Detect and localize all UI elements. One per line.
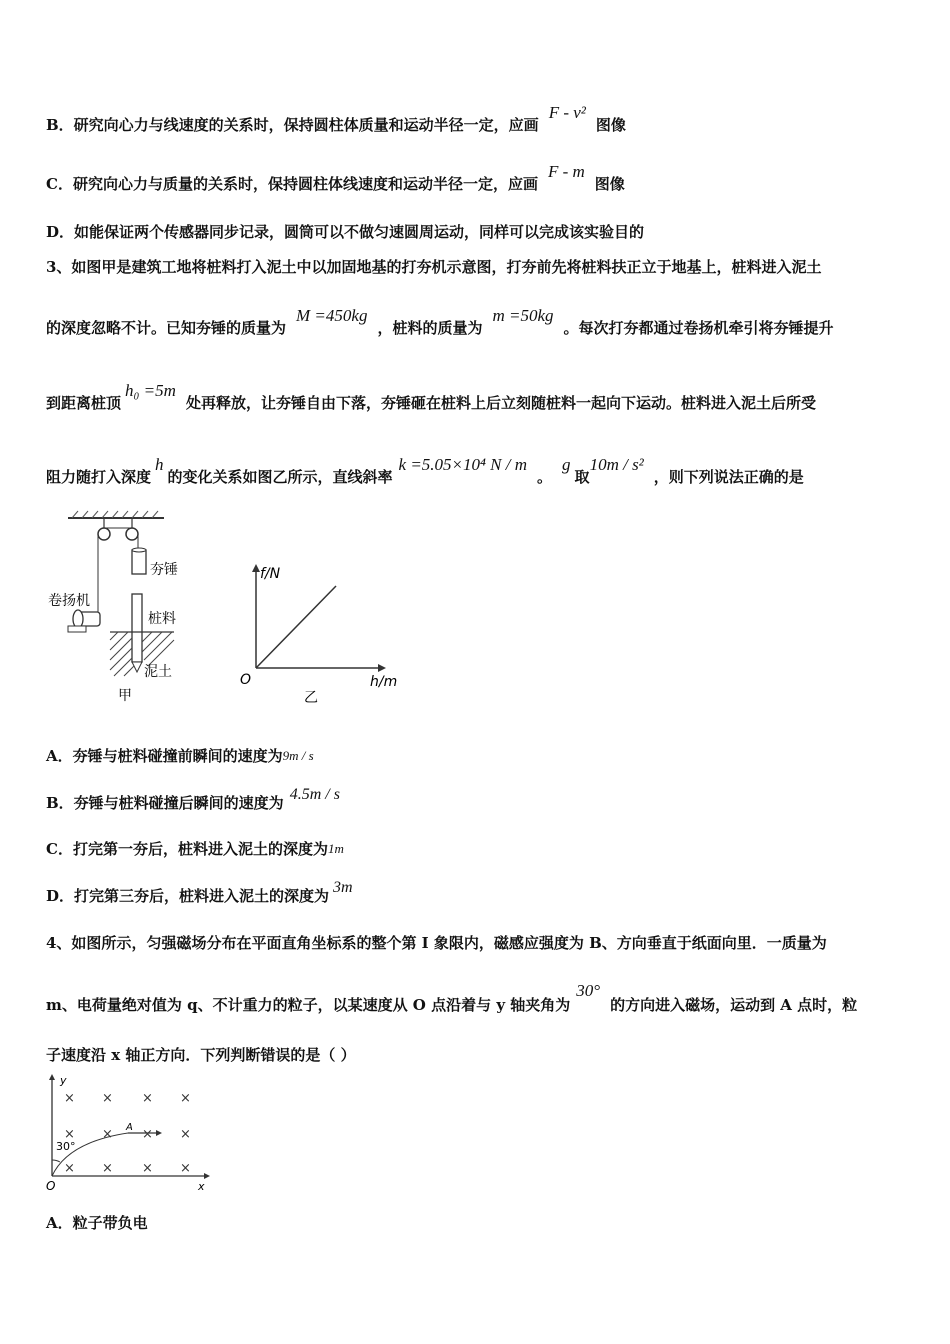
q3-stem-line3: 到距离桩顶h₀ =5m处再释放，让夯锤自由下落，夯锤砸在桩料上后立刻随桩料一起向下运动。桩料进入泥土后所受 [46,381,816,412]
ylabel: f/N [260,566,281,582]
field-mark: × [102,1127,113,1142]
angle-label: 30° [56,1140,76,1153]
point-a-label: A [126,1122,133,1133]
q4-stem-line3: 子速度沿 x 轴正方向．下列判断错误的是（ ） [46,1046,356,1064]
origin: O [240,672,252,688]
field-mark: × [64,1091,75,1106]
field-mark: × [142,1127,153,1142]
caption-yi: 乙 [304,690,318,706]
pile [132,594,142,662]
caption-jia: 甲 [118,688,132,704]
x-label: x [198,1180,205,1193]
hammer-block [132,550,146,574]
field-mark: × [64,1161,75,1176]
label-soil: 泥土 [144,664,172,680]
q3-stem-line2: 的深度忽略不计。已知夯锤的质量为M =450kg，桩料的质量为m =50kg。每次打夯都通过卷扬机牵引将夯锤提升 [46,306,834,337]
figure-jia [44,508,244,708]
field-mark: × [180,1127,191,1142]
field-mark: × [180,1161,191,1176]
q3-option-b: B．夯锤与桩料碰撞后瞬间的速度为 4.5m / s [46,786,340,812]
field-mark: × [142,1091,153,1106]
figure-yi [232,556,412,706]
q4-option-a: A．粒子带负电 [46,1214,148,1232]
field-mark: × [142,1161,153,1176]
field-mark: × [102,1161,113,1176]
field-mark: × [64,1127,75,1142]
field-mark: × [180,1091,191,1106]
origin-label: O [46,1179,56,1193]
q2-option-c: C．研究向心力与质量的关系时，保持圆柱体线速度和运动半径一定，应画F - m图像 [46,162,625,193]
figure-q4 [40,1072,220,1196]
label-hammer: 夯锤 [150,562,178,578]
y-label: y [60,1074,67,1087]
q2-option-d: D．如能保证两个传感器同步记录，圆筒可以不做匀速圆周运动，同样可以完成该实验目的 [46,223,645,241]
q4-stem-line1: 4、如图所示，匀强磁场分布在平面直角坐标系的整个第 I 象限内，磁感应强度为 B、方向垂直于纸面向里．一质量为 [46,934,827,952]
q3-option-a: A．夯锤与桩料碰撞前瞬间的速度为9m / s [46,747,314,765]
q3-option-c: C．打完第一夯后，桩料进入泥土的深度为1m [46,840,344,858]
q3-stem-line1: 3、如图甲是建筑工地将桩料打入泥土中以加固地基的打夯机示意图，打夯前先将桩料扶正立于地基上，桩料进入泥土 [46,258,822,276]
field-mark: × [102,1091,113,1106]
q3-stem-line4: 阻力随打入深度h的变化关系如图乙所示，直线斜率k =5.05×10⁴ N / m。g取10m / s²，则下列说法正确的是 [46,455,804,486]
q4-stem-line2: m、电荷量绝对值为 q、不计重力的粒子，以某速度从 O 点沿着与 y 轴夹角为30°的方向进入磁场，运动到 A 点时，粒 [46,981,858,1014]
label-winch: 卷扬机 [48,593,90,609]
label-pile: 桩料 [148,611,176,627]
q3-option-d: D．打完第三夯后，桩料进入泥土的深度为 3m [46,879,353,905]
f-h-line [256,586,336,668]
xlabel: h/m [370,674,398,690]
q2-option-b: B．研究向心力与线速度的关系时，保持圆柱体质量和运动半径一定，应画F - v²图像 [46,103,626,134]
